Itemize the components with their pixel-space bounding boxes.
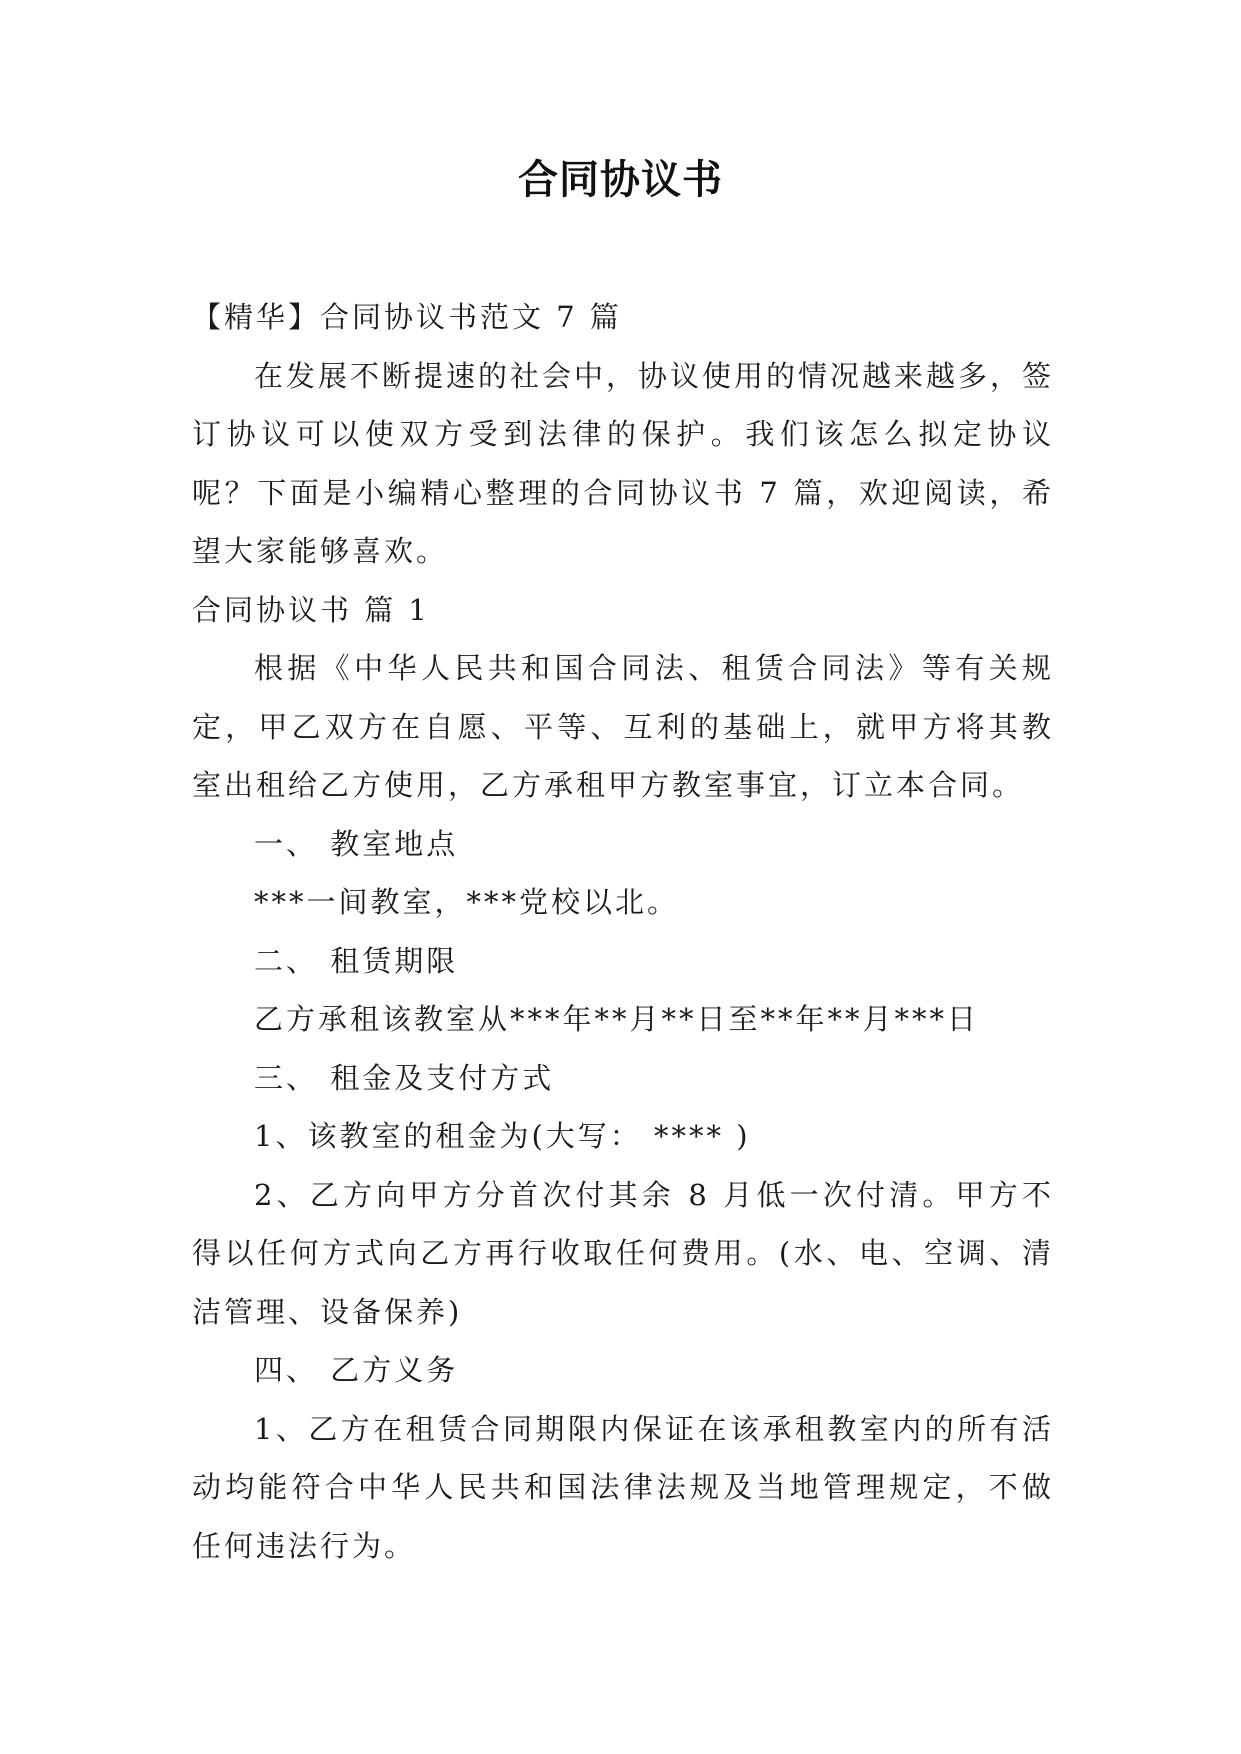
clause-text-payment: 2、乙方向甲方分首次付其余 8 月低一次付清。甲方不得以任何方式向乙方再行收取任何费用。(水、电、空调、清洁管理、设备保养) bbox=[192, 1177, 1054, 1329]
document-body bbox=[192, 288, 1054, 1575]
clause-text-rent-amount: 1、该教室的租金为(大写： **** ) bbox=[254, 1119, 751, 1153]
clause-heading-obligations: 四、 乙方义务 bbox=[254, 1353, 459, 1387]
paragraph-preamble: 根据《中华人民共和国合同法、租赁合同法》等有关规定，甲乙双方在自愿、平等、互利的基础上，就甲方将其教室出租给乙方使用，乙方承租甲方教室事宜，订立本合同。 bbox=[192, 651, 1054, 802]
section-heading: 合同协议书 篇 1 bbox=[192, 592, 430, 627]
clause-text-obligation-1: 1、乙方在租赁合同期限内保证在该承租教室内的所有活动均能符合中华人民共和国法律法规及当地管理规定，不做任何违法行为。 bbox=[192, 1411, 1054, 1563]
document-title: 合同协议书 bbox=[518, 157, 723, 203]
clause-text-location: ***一间教室，***党校以北。 bbox=[254, 885, 680, 919]
clause-heading-rent: 三、 租金及支付方式 bbox=[254, 1060, 555, 1095]
clause-text-term: 乙方承租该教室从***年**月**日至**年**月***日 bbox=[254, 1002, 980, 1036]
clause-heading-term: 二、 租赁期限 bbox=[254, 943, 459, 978]
clause-heading-location: 一、 教室地点 bbox=[254, 826, 459, 861]
paragraph-intro: 在发展不断提速的社会中，协议使用的情况越来越多，签订协议可以使双方受到法律的保护。我们该怎么拟定协议呢？下面是小编精心整理的合同协议书 7 篇，欢迎阅读，希望大家能够喜欢。 bbox=[192, 358, 1055, 568]
paragraph-subtitle: 【精华】合同协议书范文 7 篇 bbox=[192, 300, 622, 334]
